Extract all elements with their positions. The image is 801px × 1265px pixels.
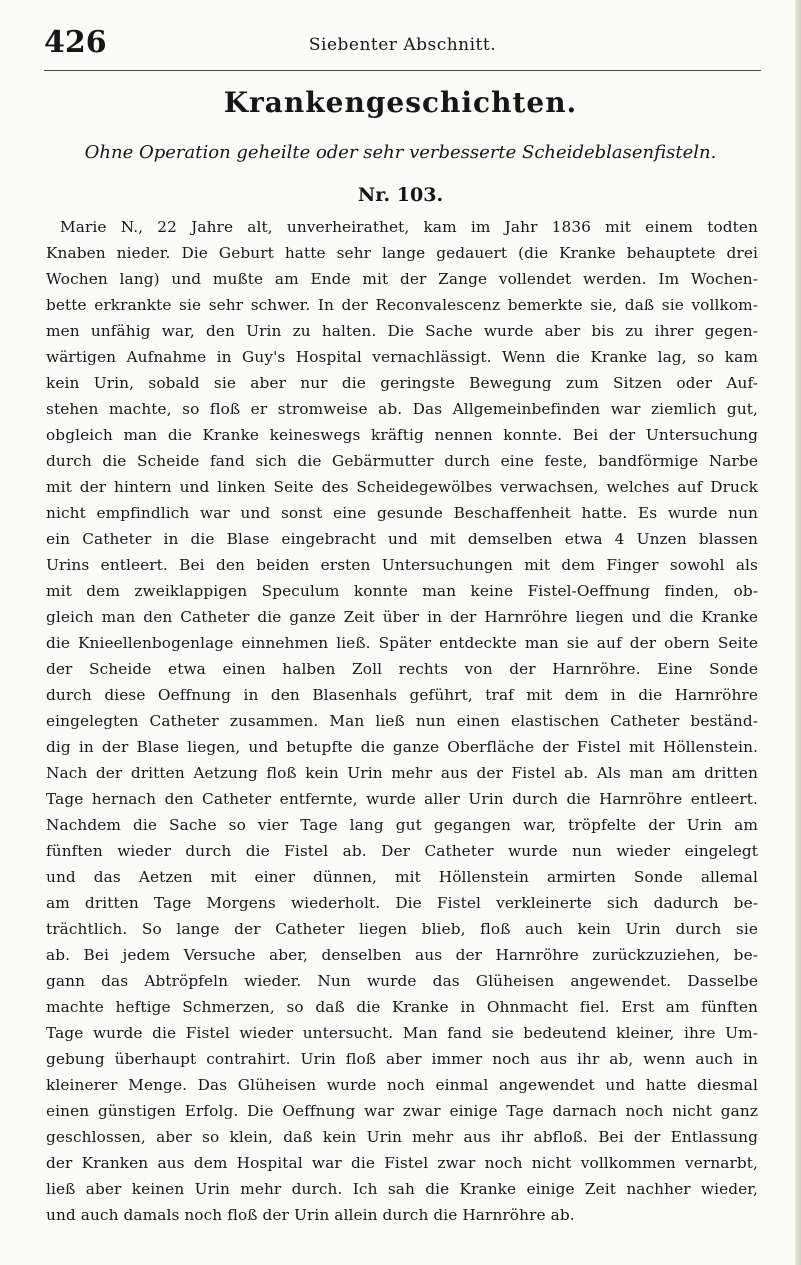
text-line: Urins entleert. Bei den beiden ersten Untersuchungen mit dem Finger sowohl als <box>46 556 758 574</box>
text-line: mit dem zweiklappigen Speculum konnte man keine Fistel-Oeffnung finden, ob- <box>46 582 758 600</box>
section-subtitle: Ohne Operation geheilte oder sehr verbesserte Scheideblasenfisteln. <box>84 142 717 163</box>
text-line: Tage wurde die Fistel wieder untersucht. Man fand sie bedeutend kleiner, ihre Um- <box>46 1024 758 1042</box>
running-head: Siebenter Abschnitt. <box>308 35 497 55</box>
text-line: der Scheide etwa einen halben Zoll rechts von der Harnröhre. Eine Sonde <box>46 660 758 678</box>
text-line: gebung überhaupt contrahirt. Urin floß aber immer noch aus ihr ab, wenn auch in <box>46 1050 758 1068</box>
text-line: mit der hintern und linken Seite des Scheidegewölbes verwachsen, welches auf Druck <box>46 478 758 496</box>
text-line: kleinerer Menge. Das Glüheisen wurde noch einmal angewendet und hatte diesmal <box>46 1076 758 1094</box>
text-line: ab. Bei jedem Versuche aber, denselben aus der Harnröhre zurückzuziehen, be- <box>46 946 758 964</box>
text-line: gann das Abtröpfeln wieder. Nun wurde das Glüheisen angewendet. Dasselbe <box>46 972 758 990</box>
text-line: einen günstigen Erfolg. Die Oeffnung war zwar einige Tage darnach noch nicht ganz <box>46 1102 758 1120</box>
text-line: der Kranken aus dem Hospital war die Fistel zwar noch nicht vollkommen vernarbt, <box>46 1154 758 1172</box>
text-line: Wochen lang) und mußte am Ende mit der Zange vollendet werden. Im Wochen- <box>46 270 758 288</box>
text-line: und auch damals noch floß der Urin allein durch die Harnröhre ab. <box>46 1206 575 1224</box>
case-report-text <box>46 214 758 1228</box>
text-line: stehen machte, so floß er stromweise ab. Das Allgemeinbefinden war ziemlich gut, <box>46 400 758 418</box>
case-number: Nr. 103. <box>357 184 444 206</box>
text-line: trächtlich. So lange der Catheter liegen blieb, floß auch kein Urin durch sie <box>46 920 758 938</box>
text-line: Nachdem die Sache so vier Tage lang gut gegangen war, tröpfelte der Urin am <box>46 816 758 834</box>
section-title: Krankengeschichten. <box>223 86 578 119</box>
text-line: am dritten Tage Morgens wiederholt. Die Fistel verkleinerte sich dadurch be- <box>46 894 758 912</box>
text-line: und das Aetzen mit einer dünnen, mit Höllenstein armirten Sonde allemal <box>46 868 758 886</box>
text-line: durch diese Oeffnung in den Blasenhals geführt, traf mit dem in die Harnröhre <box>46 686 758 704</box>
text-line: dig in der Blase liegen, und betupfte die ganze Oberfläche der Fistel mit Höllenstein. <box>46 738 758 756</box>
text-line: ein Catheter in die Blase eingebracht und mit demselben etwa 4 Unzen blassen <box>46 530 758 548</box>
header-rule <box>44 70 761 71</box>
text-line: obgleich man die Kranke keineswegs kräftig nennen konnte. Bei der Untersuchung <box>46 426 758 444</box>
text-line: Knaben nieder. Die Geburt hatte sehr lange gedauert (die Kranke behauptete drei <box>46 244 758 262</box>
text-line: wärtigen Aufnahme in Guy's Hospital vernachlässigt. Wenn die Kranke lag, so kam <box>46 348 758 366</box>
text-line: fünften wieder durch die Fistel ab. Der Catheter wurde nun wieder eingelegt <box>46 842 758 860</box>
text-line: gleich man den Catheter die ganze Zeit über in der Harnröhre liegen und die Kranke <box>46 608 758 626</box>
text-line: nicht empfindlich war und sonst eine gesunde Beschaffenheit hatte. Es wurde nun <box>46 504 758 522</box>
text-line: Tage hernach den Catheter entfernte, wurde aller Urin durch die Harnröhre entleert. <box>46 790 758 808</box>
text-line: ließ aber keinen Urin mehr durch. Ich sah die Kranke einige Zeit nachher wieder, <box>46 1180 758 1198</box>
text-line: durch die Scheide fand sich die Gebärmutter durch eine feste, bandförmige Narbe <box>46 452 758 470</box>
text-line: Marie N., 22 Jahre alt, unverheirathet, kam im Jahr 1836 mit einem todten <box>60 218 758 236</box>
text-line: men unfähig war, den Urin zu halten. Die Sache wurde aber bis zu ihrer gegen- <box>46 322 758 340</box>
page-header <box>44 26 761 66</box>
text-line: Nach der dritten Aetzung floß kein Urin mehr aus der Fistel ab. Als man am dritten <box>46 764 758 782</box>
text-line: machte heftige Schmerzen, so daß die Kranke in Ohnmacht fiel. Erst am fünften <box>46 998 758 1016</box>
text-line: kein Urin, sobald sie aber nur die geringste Bewegung zum Sitzen oder Auf- <box>46 374 758 392</box>
page-number: 426 <box>44 25 107 60</box>
text-line: bette erkrankte sie sehr schwer. In der Reconvalescenz bemerkte sie, daß sie vollkom- <box>46 296 758 314</box>
text-line: die Knieellenbogenlage einnehmen ließ. Später entdeckte man sie auf der obern Seite <box>46 634 758 652</box>
text-line: geschlossen, aber so klein, daß kein Urin mehr aus ihr abfloß. Bei der Entlassung <box>46 1128 758 1146</box>
text-line: eingelegten Catheter zusammen. Man ließ nun einen elastischen Catheter beständ- <box>46 712 758 730</box>
